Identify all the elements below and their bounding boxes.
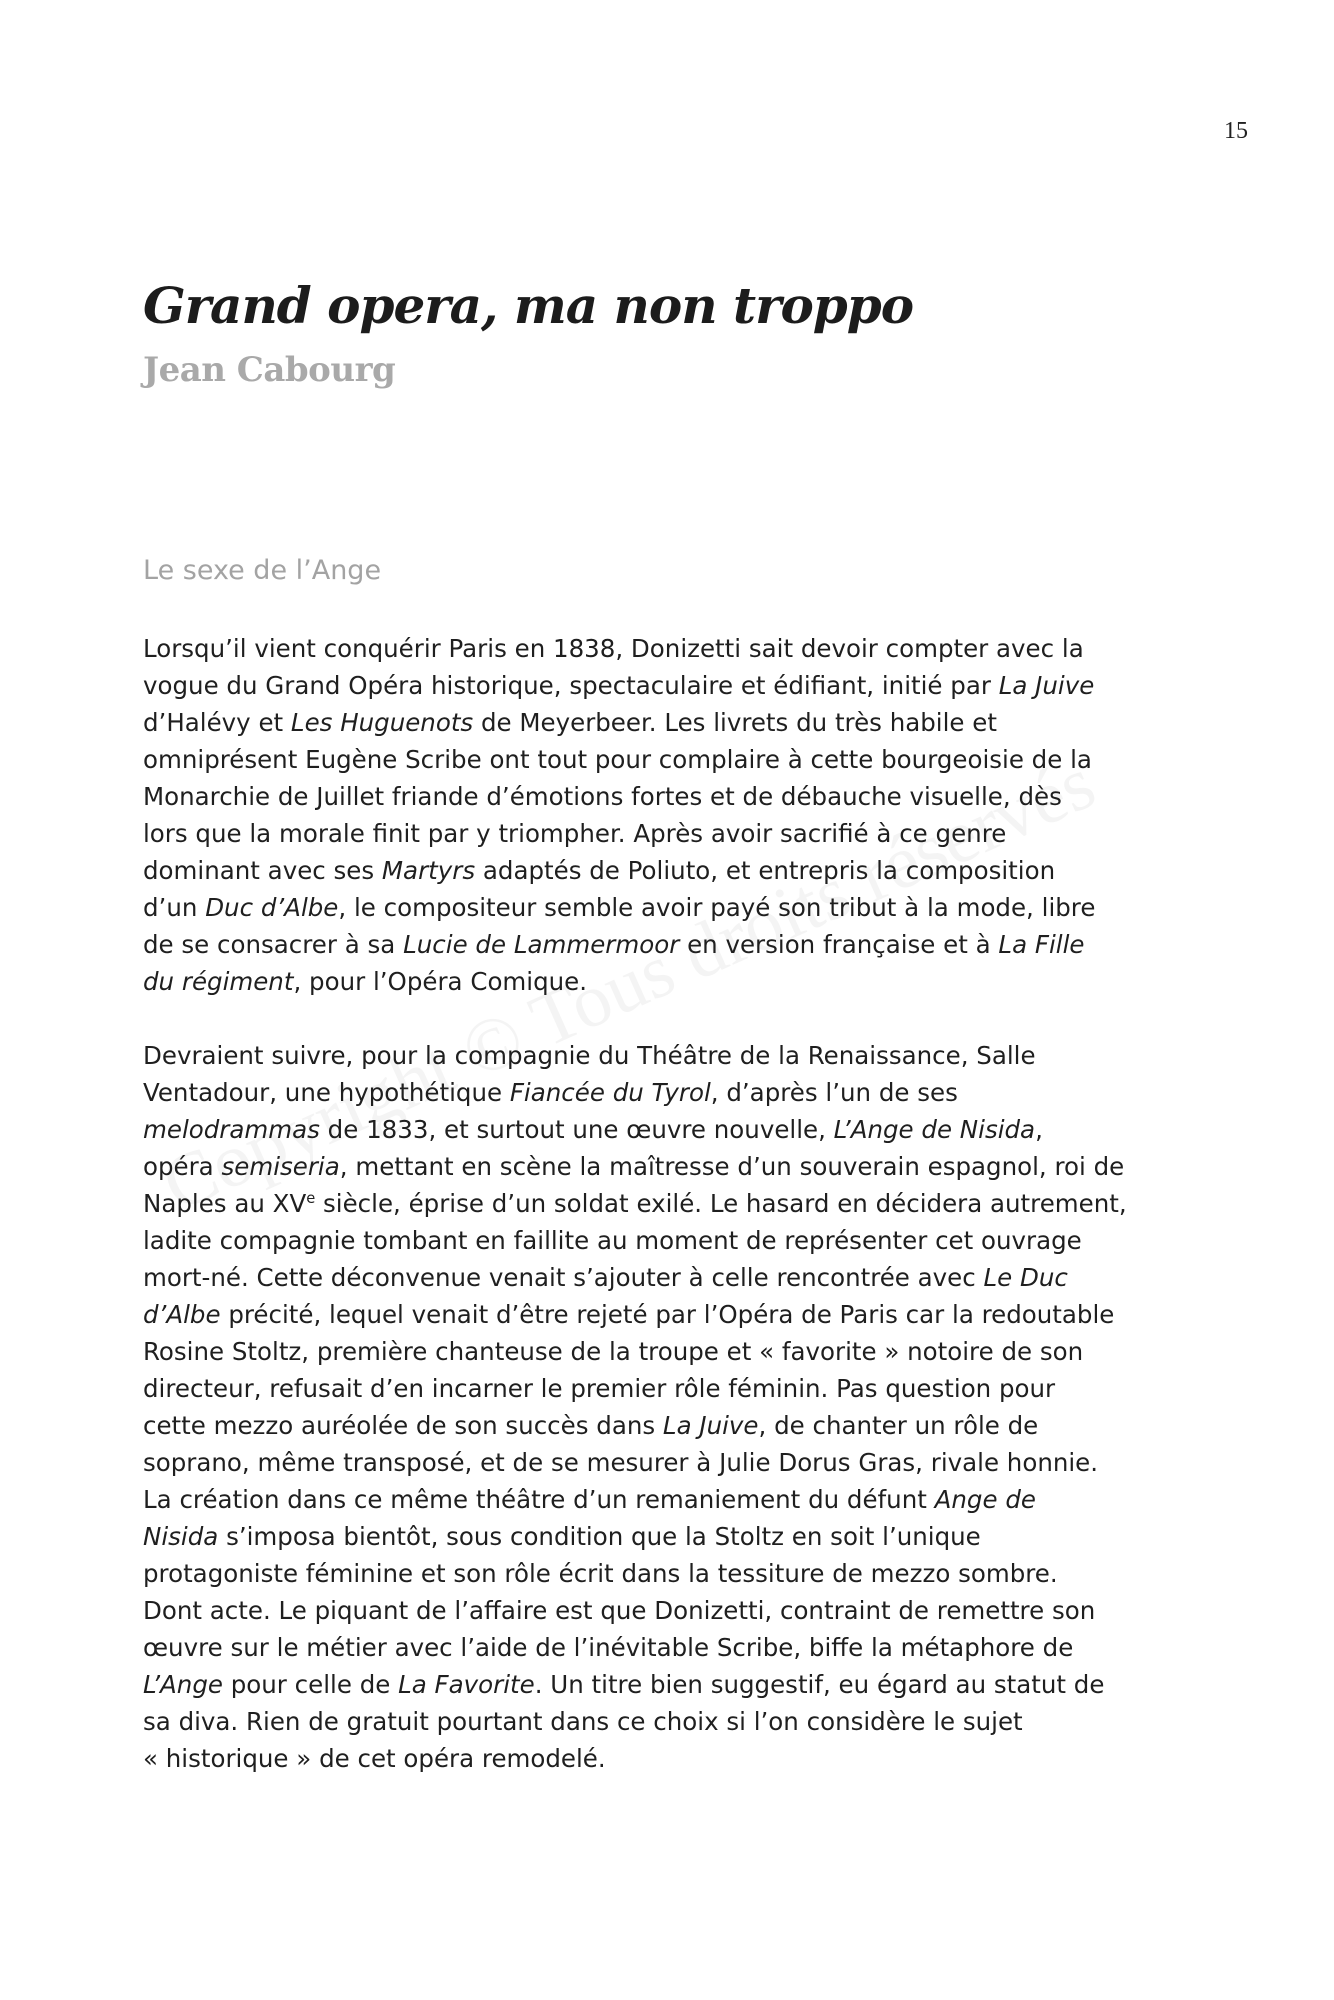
text-line	[143, 1148, 1193, 1185]
text-run: mort-né. Cette déconvenue venait s’ajouter à celle rencontrée avec	[143, 1263, 984, 1292]
text-run: de Meyerbeer. Les livrets du très habile et	[473, 708, 997, 737]
text-line	[143, 667, 1193, 704]
italic-run: Martyrs	[381, 856, 476, 885]
text-run: précité, lequel venait d’être rejeté par l’Opéra de Paris car la redoutable	[220, 1300, 1115, 1329]
text-run: d’Halévy et	[143, 708, 291, 737]
text-line	[143, 1555, 1193, 1592]
text-run: Lorsqu’il vient conquérir Paris en 1838, Donizetti sait devoir compter avec la	[143, 634, 1084, 663]
italic-run: du régiment	[143, 967, 294, 996]
text-run: , de chanter un rôle de	[758, 1411, 1039, 1440]
italic-run: Nisida	[143, 1522, 219, 1551]
text-line	[143, 778, 1193, 815]
italic-run: La Juive	[662, 1411, 759, 1440]
text-run: lors que la morale finit par y triompher. Après avoir sacrifié à ce genre	[143, 819, 1007, 848]
text-run: Dont acte. Le piquant de l’affaire est que Donizetti, contraint de remettre son	[143, 1596, 1096, 1625]
text-run: « historique » de cet opéra remodelé.	[143, 1744, 606, 1773]
italic-run: d’Albe	[143, 1300, 221, 1329]
text-run: ,	[1035, 1115, 1043, 1144]
text-line	[143, 1703, 1193, 1740]
text-run: Ventadour, une hypothétique	[143, 1078, 510, 1107]
text-run: La création dans ce même théâtre d’un remaniement du défunt	[143, 1485, 935, 1514]
text-run: d’un	[143, 893, 206, 922]
text-run: pour celle de	[222, 1670, 399, 1699]
text-run: opéra	[143, 1152, 222, 1181]
italic-run: Le Duc	[983, 1263, 1068, 1292]
text-run: omniprésent Eugène Scribe ont tout pour complaire à cette bourgeoisie de la	[143, 745, 1092, 774]
paragraph	[143, 630, 1193, 1000]
text-line	[143, 741, 1193, 778]
italic-run: La Favorite	[398, 1670, 535, 1699]
italic-run: Fiancée du Tyrol	[509, 1078, 711, 1107]
text-run: s’imposa bientôt, sous condition que la Stoltz en soit l’unique	[218, 1522, 981, 1551]
text-line	[143, 1629, 1193, 1666]
text-line	[143, 1074, 1193, 1111]
italic-run: semiseria	[221, 1152, 340, 1181]
text-run: directeur, refusait d’en incarner le premier rôle féminin. Pas question pour	[143, 1374, 1056, 1403]
text-line	[143, 1370, 1193, 1407]
text-line	[143, 1518, 1193, 1555]
body-text	[143, 630, 1193, 1814]
text-line	[143, 926, 1193, 963]
text-line	[143, 889, 1193, 926]
text-run: vogue du Grand Opéra historique, spectaculaire et édifiant, initié par	[143, 671, 999, 700]
paragraph	[143, 1037, 1193, 1777]
text-line	[143, 630, 1193, 667]
text-line	[143, 1666, 1193, 1703]
text-run: siècle, éprise d’un soldat exilé. Le hasard en décidera autrement,	[315, 1189, 1127, 1218]
text-run: Devraient suivre, pour la compagnie du Théâtre de la Renaissance, Salle	[143, 1041, 1036, 1070]
text-line	[143, 852, 1193, 889]
text-run: Naples au XV	[143, 1189, 307, 1218]
text-line	[143, 1740, 1193, 1777]
italic-run: L’Ange de Nisida	[833, 1115, 1036, 1144]
text-line	[143, 963, 1193, 1000]
text-run: œuvre sur le métier avec l’aide de l’inévitable Scribe, biffe la métaphore de	[143, 1633, 1074, 1662]
text-run: cette mezzo auréolée de son succès dans	[143, 1411, 663, 1440]
text-run: protagoniste féminine et son rôle écrit dans la tessiture de mezzo sombre.	[143, 1559, 1058, 1588]
text-run: Rosine Stoltz, première chanteuse de la troupe et « favorite » notoire de son	[143, 1337, 1084, 1366]
chapter-author: Jean Cabourg	[143, 350, 396, 390]
superscript-run: e	[306, 1189, 316, 1207]
text-line	[143, 704, 1193, 741]
text-run: , le compositeur semble avoir payé son tribut à la mode, libre	[338, 893, 1096, 922]
text-line	[143, 1592, 1193, 1629]
text-line	[143, 1111, 1193, 1148]
italic-run: La Fille	[998, 930, 1085, 959]
text-run: Monarchie de Juillet friande d’émotions fortes et de débauche visuelle, dès	[143, 782, 1062, 811]
italic-run: L’Ange	[143, 1670, 223, 1699]
text-run: en version française et à	[679, 930, 999, 959]
text-run: dominant avec ses	[143, 856, 382, 885]
text-line	[143, 1333, 1193, 1370]
text-run: ladite compagnie tombant en faillite au moment de représenter cet ouvrage	[143, 1226, 1082, 1255]
text-line	[143, 1259, 1193, 1296]
text-line	[143, 1185, 1193, 1222]
text-line	[143, 1296, 1193, 1333]
text-run: , d’après l’un de ses	[710, 1078, 958, 1107]
italic-run: Les Huguenots	[290, 708, 474, 737]
text-run: sa diva. Rien de gratuit pourtant dans ce choix si l’on considère le sujet	[143, 1707, 1023, 1736]
text-run: . Un titre bien suggestif, eu égard au statut de	[534, 1670, 1105, 1699]
text-line	[143, 1407, 1193, 1444]
chapter-title: Grand opera, ma non troppo	[143, 276, 914, 335]
text-run: , pour l’Opéra Comique.	[293, 967, 588, 996]
text-run: de 1833, et surtout une œuvre nouvelle,	[319, 1115, 834, 1144]
text-line	[143, 1037, 1193, 1074]
text-line	[143, 815, 1193, 852]
italic-run: La Juive	[998, 671, 1095, 700]
page-number: 15	[1224, 118, 1248, 144]
italic-run: Ange de	[934, 1485, 1036, 1514]
italic-run: melodrammas	[143, 1115, 320, 1144]
text-line	[143, 1444, 1193, 1481]
section-heading: Le sexe de l’Ange	[143, 555, 382, 586]
text-line	[143, 1481, 1193, 1518]
text-run: adaptés de Poliuto, et entrepris la composition	[475, 856, 1056, 885]
text-run: soprano, même transposé, et de se mesurer à Julie Dorus Gras, rivale honnie.	[143, 1448, 1099, 1477]
text-run: de se consacrer à sa	[143, 930, 404, 959]
text-run: , mettant en scène la maîtresse d’un souverain espagnol, roi de	[339, 1152, 1125, 1181]
italic-run: Lucie de Lammermoor	[403, 930, 680, 959]
text-line	[143, 1222, 1193, 1259]
italic-run: Duc d’Albe	[205, 893, 339, 922]
